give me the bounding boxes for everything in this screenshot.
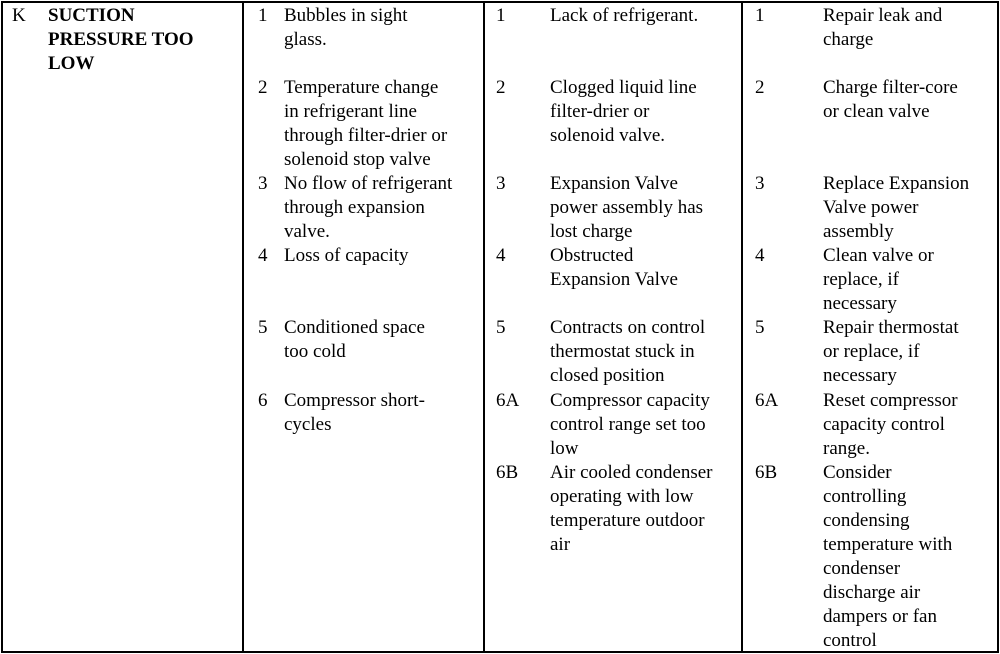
symptom-line: valve. (284, 221, 330, 242)
cause-line: power assembly has (550, 197, 704, 218)
symptom-line: glass. (284, 29, 327, 50)
cause-text (550, 244, 678, 292)
cause-text (550, 316, 705, 388)
cause-text (550, 389, 710, 461)
symptom-line: Conditioned space (284, 317, 425, 338)
problem-title (48, 4, 238, 76)
cause-line: Expansion Valve (550, 269, 678, 290)
symptom-text (284, 244, 409, 268)
symptom-line: Compressor short- (284, 390, 425, 411)
symptom-number: 6 (258, 390, 268, 411)
remedy-line: Repair leak and (823, 5, 943, 26)
cause-line: operating with low (550, 486, 694, 507)
remedy-line: dampers or fan (823, 606, 937, 627)
remedy-number: 3 (755, 173, 765, 194)
symptom-text (284, 172, 452, 244)
cause-line: low (550, 438, 579, 459)
cause-line: Clogged liquid line (550, 77, 697, 98)
problem-title-line: PRESSURE TOO (48, 29, 194, 50)
remedy-text (823, 172, 969, 244)
remedy-text (823, 461, 952, 653)
symptom-line: in refrigerant line (284, 101, 417, 122)
symptom-line: Loss of capacity (284, 245, 409, 266)
cause-text (550, 4, 698, 28)
remedy-number: 6B (755, 462, 778, 483)
symptom-number: 5 (258, 317, 268, 338)
cause-line: Lack of refrigerant. (550, 5, 699, 26)
remedy-line: Reset compressor (823, 390, 958, 411)
remedy-line: condenser (823, 558, 901, 579)
symptom-line: Bubbles in sight (284, 5, 408, 26)
symptom-text (284, 4, 408, 52)
symptom-line: solenoid stop valve (284, 149, 431, 170)
remedy-line: range. (823, 438, 870, 459)
cause-number: 6B (496, 462, 519, 483)
remedy-line: controlling (823, 486, 907, 507)
remedy-number: 2 (755, 77, 765, 98)
symptom-line: Temperature change (284, 77, 439, 98)
cause-line: Contracts on control (550, 317, 706, 338)
symptom-line: cycles (284, 414, 332, 435)
remedy-text (823, 244, 934, 316)
cause-number: 1 (496, 5, 506, 26)
remedy-line: Replace Expansion (823, 173, 970, 194)
symptom-line: through filter-drier or (284, 125, 448, 146)
remedy-line: necessary (823, 365, 897, 386)
remedy-number: 4 (755, 245, 765, 266)
cause-line: control range set too (550, 414, 706, 435)
remedy-line: condensing (823, 510, 910, 531)
remedy-text (823, 389, 958, 461)
cause-line: solenoid valve. (550, 125, 666, 146)
remedy-text (823, 76, 958, 124)
symptom-text (284, 316, 425, 364)
column-divider-1 (242, 1, 244, 653)
remedy-text (823, 316, 959, 388)
cause-line: Compressor capacity (550, 390, 710, 411)
remedy-number: 5 (755, 317, 765, 338)
remedy-line: capacity control (823, 414, 945, 435)
cause-text (550, 76, 697, 148)
cause-line: Air cooled condenser (550, 462, 713, 483)
column-divider-3 (741, 1, 743, 653)
remedy-line: or replace, if (823, 341, 920, 362)
problem-id: K (12, 5, 26, 26)
symptom-line: too cold (284, 341, 346, 362)
cause-line: air (550, 534, 571, 555)
cause-line: closed position (550, 365, 665, 386)
cause-line: Expansion Valve (550, 173, 678, 194)
remedy-number: 6A (755, 390, 779, 411)
remedy-number: 1 (755, 5, 765, 26)
symptom-line: through expansion (284, 197, 425, 218)
cause-number: 6A (496, 390, 520, 411)
remedy-line: temperature with (823, 534, 953, 555)
symptom-number: 2 (258, 77, 268, 98)
remedy-line: or clean valve (823, 101, 930, 122)
remedy-line: discharge air (823, 582, 921, 603)
remedy-line: Clean valve or (823, 245, 934, 266)
symptom-text (284, 76, 447, 172)
problem-title-line: LOW (48, 53, 95, 74)
cause-line: temperature outdoor (550, 510, 705, 531)
symptom-text (284, 389, 425, 437)
column-divider-2 (483, 1, 485, 653)
cause-line: thermostat stuck in (550, 341, 695, 362)
remedy-line: assembly (823, 221, 894, 242)
problem-title-line: SUCTION (48, 5, 135, 26)
cause-number: 3 (496, 173, 506, 194)
cause-number: 4 (496, 245, 506, 266)
remedy-line: Repair thermostat (823, 317, 959, 338)
remedy-line: Valve power (823, 197, 919, 218)
remedy-line: control (823, 630, 877, 651)
remedy-line: charge (823, 29, 874, 50)
remedy-text (823, 4, 942, 52)
cause-line: lost charge (550, 221, 633, 242)
cause-line: Obstructed (550, 245, 634, 266)
cause-number: 5 (496, 317, 506, 338)
cause-text (550, 172, 703, 244)
symptom-number: 1 (258, 5, 268, 26)
symptom-line: No flow of refrigerant (284, 173, 453, 194)
symptom-number: 4 (258, 245, 268, 266)
cause-text (550, 461, 713, 557)
cause-number: 2 (496, 77, 506, 98)
cause-line: filter-drier or (550, 101, 650, 122)
remedy-line: necessary (823, 293, 897, 314)
remedy-line: Charge filter-core (823, 77, 958, 98)
remedy-line: Consider (823, 462, 892, 483)
remedy-line: replace, if (823, 269, 899, 290)
symptom-number: 3 (258, 173, 268, 194)
